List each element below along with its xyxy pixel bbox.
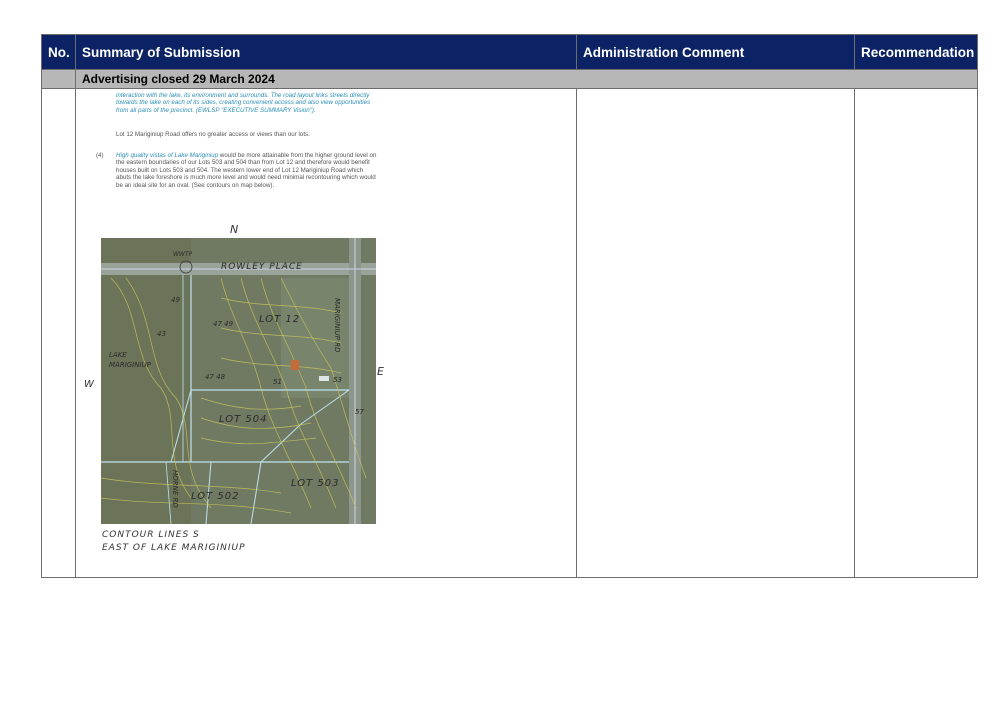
map-label-lot-12: LOT 12 [259, 314, 301, 325]
map-contour-57: 57 [355, 408, 364, 416]
map-label-rowley-place: ROWLEY PLACE [221, 262, 303, 272]
contour-map [101, 238, 376, 524]
map-caption-line1: CONTOUR LINES S [102, 530, 200, 540]
header-no: No. [42, 35, 76, 70]
row-admin-comment-cell [577, 89, 855, 578]
scanned-submission-image [80, 89, 398, 561]
compass-w-label: W [84, 379, 95, 390]
map-label-wwtp: WWTP [173, 251, 193, 258]
map-caption-line2: EAST OF LAKE MARIGINIUP [102, 543, 246, 553]
header-admin-comment: Administration Comment [577, 35, 855, 70]
row-summary-cell [76, 89, 577, 578]
scan-para1-teal: interaction with the lake, its environment and surrounds. The road layout links streets directly towards the lake on each of its sides, creating convenient access and also view opportunities from all parts of the precinct. (EWLSP "EXECUTIVE SUMMARY Vision"). [116, 92, 371, 114]
map-contour-49: 49 [171, 296, 180, 304]
map-contour-43: 43 [157, 330, 166, 338]
scan-para1-plain: Lot 12 Mariginiup Road offers no greater access or views than our lots. [116, 131, 310, 138]
scan-item-text [116, 152, 378, 189]
compass-e-label: E [377, 365, 385, 378]
map-label-lot-504: LOT 504 [219, 414, 268, 425]
scan-item-number: (4) [96, 152, 104, 159]
map-contour-51: 51 [273, 378, 282, 386]
table-row [42, 89, 978, 578]
header-recommendation: Recommendation [855, 35, 978, 70]
scan-item-teal: High quality vistas of Lake Mariginiup [116, 152, 219, 159]
band-label: Advertising closed 29 March 2024 [76, 70, 978, 89]
map-contour-47-48: 47 48 [205, 373, 226, 381]
band-no-cell [42, 70, 76, 89]
map-label-lot-503: LOT 503 [291, 478, 340, 489]
map-contour-53: 53 [333, 376, 342, 384]
advertising-band-row [42, 70, 978, 89]
map-label-mariginiup-rd: MARIGINIUP RD [333, 298, 341, 353]
scan-item-rest: would be more attainable from the higher ground level on the eastern boundaries of our Lots 503 and 504 than from Lot 12 and therefore would benefit houses built on Lots 503 and 504. The western lower end of Lot 12 Mariginiup Road which abuts the lake foreshore is much more level and would need minimal recontouring which would be an ideal site for an oval. (See contours on map below). [116, 152, 377, 189]
map-label-horne-rd: HORNE RD [171, 470, 179, 508]
compass-n-label: N [230, 223, 240, 236]
header-summary: Summary of Submission [76, 35, 577, 70]
row-no-cell [42, 89, 76, 578]
table-header-row [42, 35, 978, 70]
map-label-lot-502: LOT 502 [191, 491, 240, 502]
map-label-lake: LAKE MARIGINIUP [109, 351, 151, 369]
map-contour-47-49: 47 49 [213, 320, 234, 328]
row-recommendation-cell [855, 89, 978, 578]
submissions-table [41, 34, 978, 578]
